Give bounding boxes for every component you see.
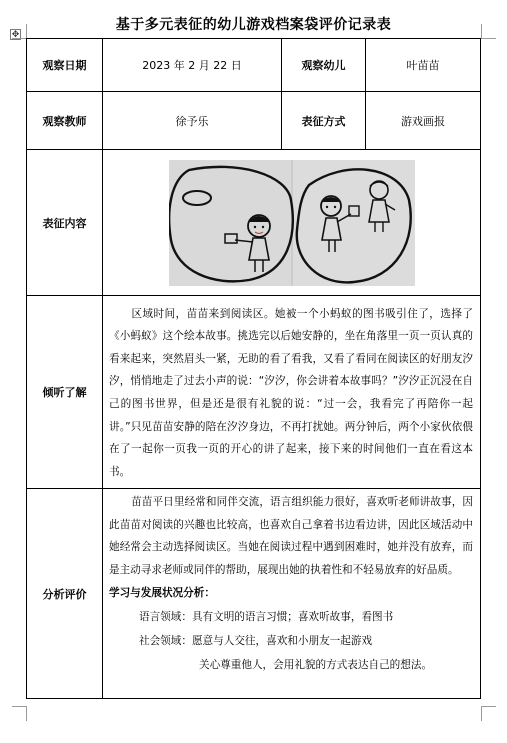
table-move-handle-icon[interactable]: ✥ [11,30,20,40]
table-row [27,296,481,489]
social-domain-continued: 关心尊重他人，会用礼貌的方式表达自己的想法。 [199,659,433,672]
crop-mark-bottom-right [481,706,496,721]
crop-mark-top-right [481,24,496,39]
table-row [27,92,481,150]
representation-label: 表征内容 [27,150,103,296]
document-title: 基于多元表征的幼儿游戏档案袋评价记录表 [115,17,392,33]
representation-cell [103,150,481,296]
child-value[interactable]: 叶苗苗 [366,39,481,92]
listening-cell[interactable] [103,296,481,489]
analysis-label: 分析评价 [27,489,103,699]
listening-text: 区域时间，苗苗来到阅读区。她被一个小蚂蚁的图书吸引住了，选择了《小蚂蚁》这个绘本故事。挑选完以后她安静的，坐在角落里一页一页认真的看来起来，突然眉头一紧，无助的看了看我，又看了看同在阅读区的好朋友汐汐，悄悄地走了过去小声的说：“汐汐，你会讲着本故事吗？”汐汐正沉浸在自己的图书世界，但是还是很有礼貌的说：“过一会，我看完了再陪你一起讲。”只见苗苗安静的陪在汐汐身边，不再打扰她。两分钟后，两个小家伙依偎在了一起你一页我一页的开心的讲了起来，接下来的时间他们一直在看这本书。 [109,307,473,478]
table-row [27,39,481,92]
child-drawing-image[interactable] [169,160,415,286]
date-value[interactable]: 2023 年 2 月 22 日 [103,39,282,92]
child-drawing [169,160,415,286]
listening-text-block [103,301,480,484]
child-label: 观察幼儿 [282,39,366,92]
listening-label: 倾听了解 [27,296,103,489]
analysis-text: 苗苗平日里经常和同伴交流，语言组织能力很好，喜欢听老师讲故事，因此苗苗对阅读的兴趣也比较高，也喜欢自己拿着书边看边讲，因此区域活动中她经常会主动选择阅读区。当她在阅读过程中遇到困难时，她并没有放弃，而是主动寻求老师或同伴的帮助，展现出她的执着性和不轻易放弃的好品质。 [109,496,473,576]
analysis-text-block [103,489,480,581]
table-row [27,489,481,699]
language-domain: 语言领域：具有文明的语言习惯；喜欢听故事，看图书 [139,611,394,624]
method-value[interactable]: 游戏画报 [366,92,481,150]
analysis-subtitle: 学习与发展状况分析： [109,587,215,600]
method-label: 表征方式 [282,92,366,150]
teacher-label: 观察教师 [27,92,103,150]
crop-mark-bottom-left [12,706,27,721]
record-table [26,38,481,699]
crop-mark-top-left [12,24,27,39]
social-domain: 社会领域：愿意与人交往，喜欢和小朋友一起游戏 [139,635,373,648]
teacher-value[interactable]: 徐予乐 [103,92,282,150]
table-row [27,150,481,296]
analysis-cell[interactable] [103,489,481,699]
date-label: 观察日期 [27,39,103,92]
